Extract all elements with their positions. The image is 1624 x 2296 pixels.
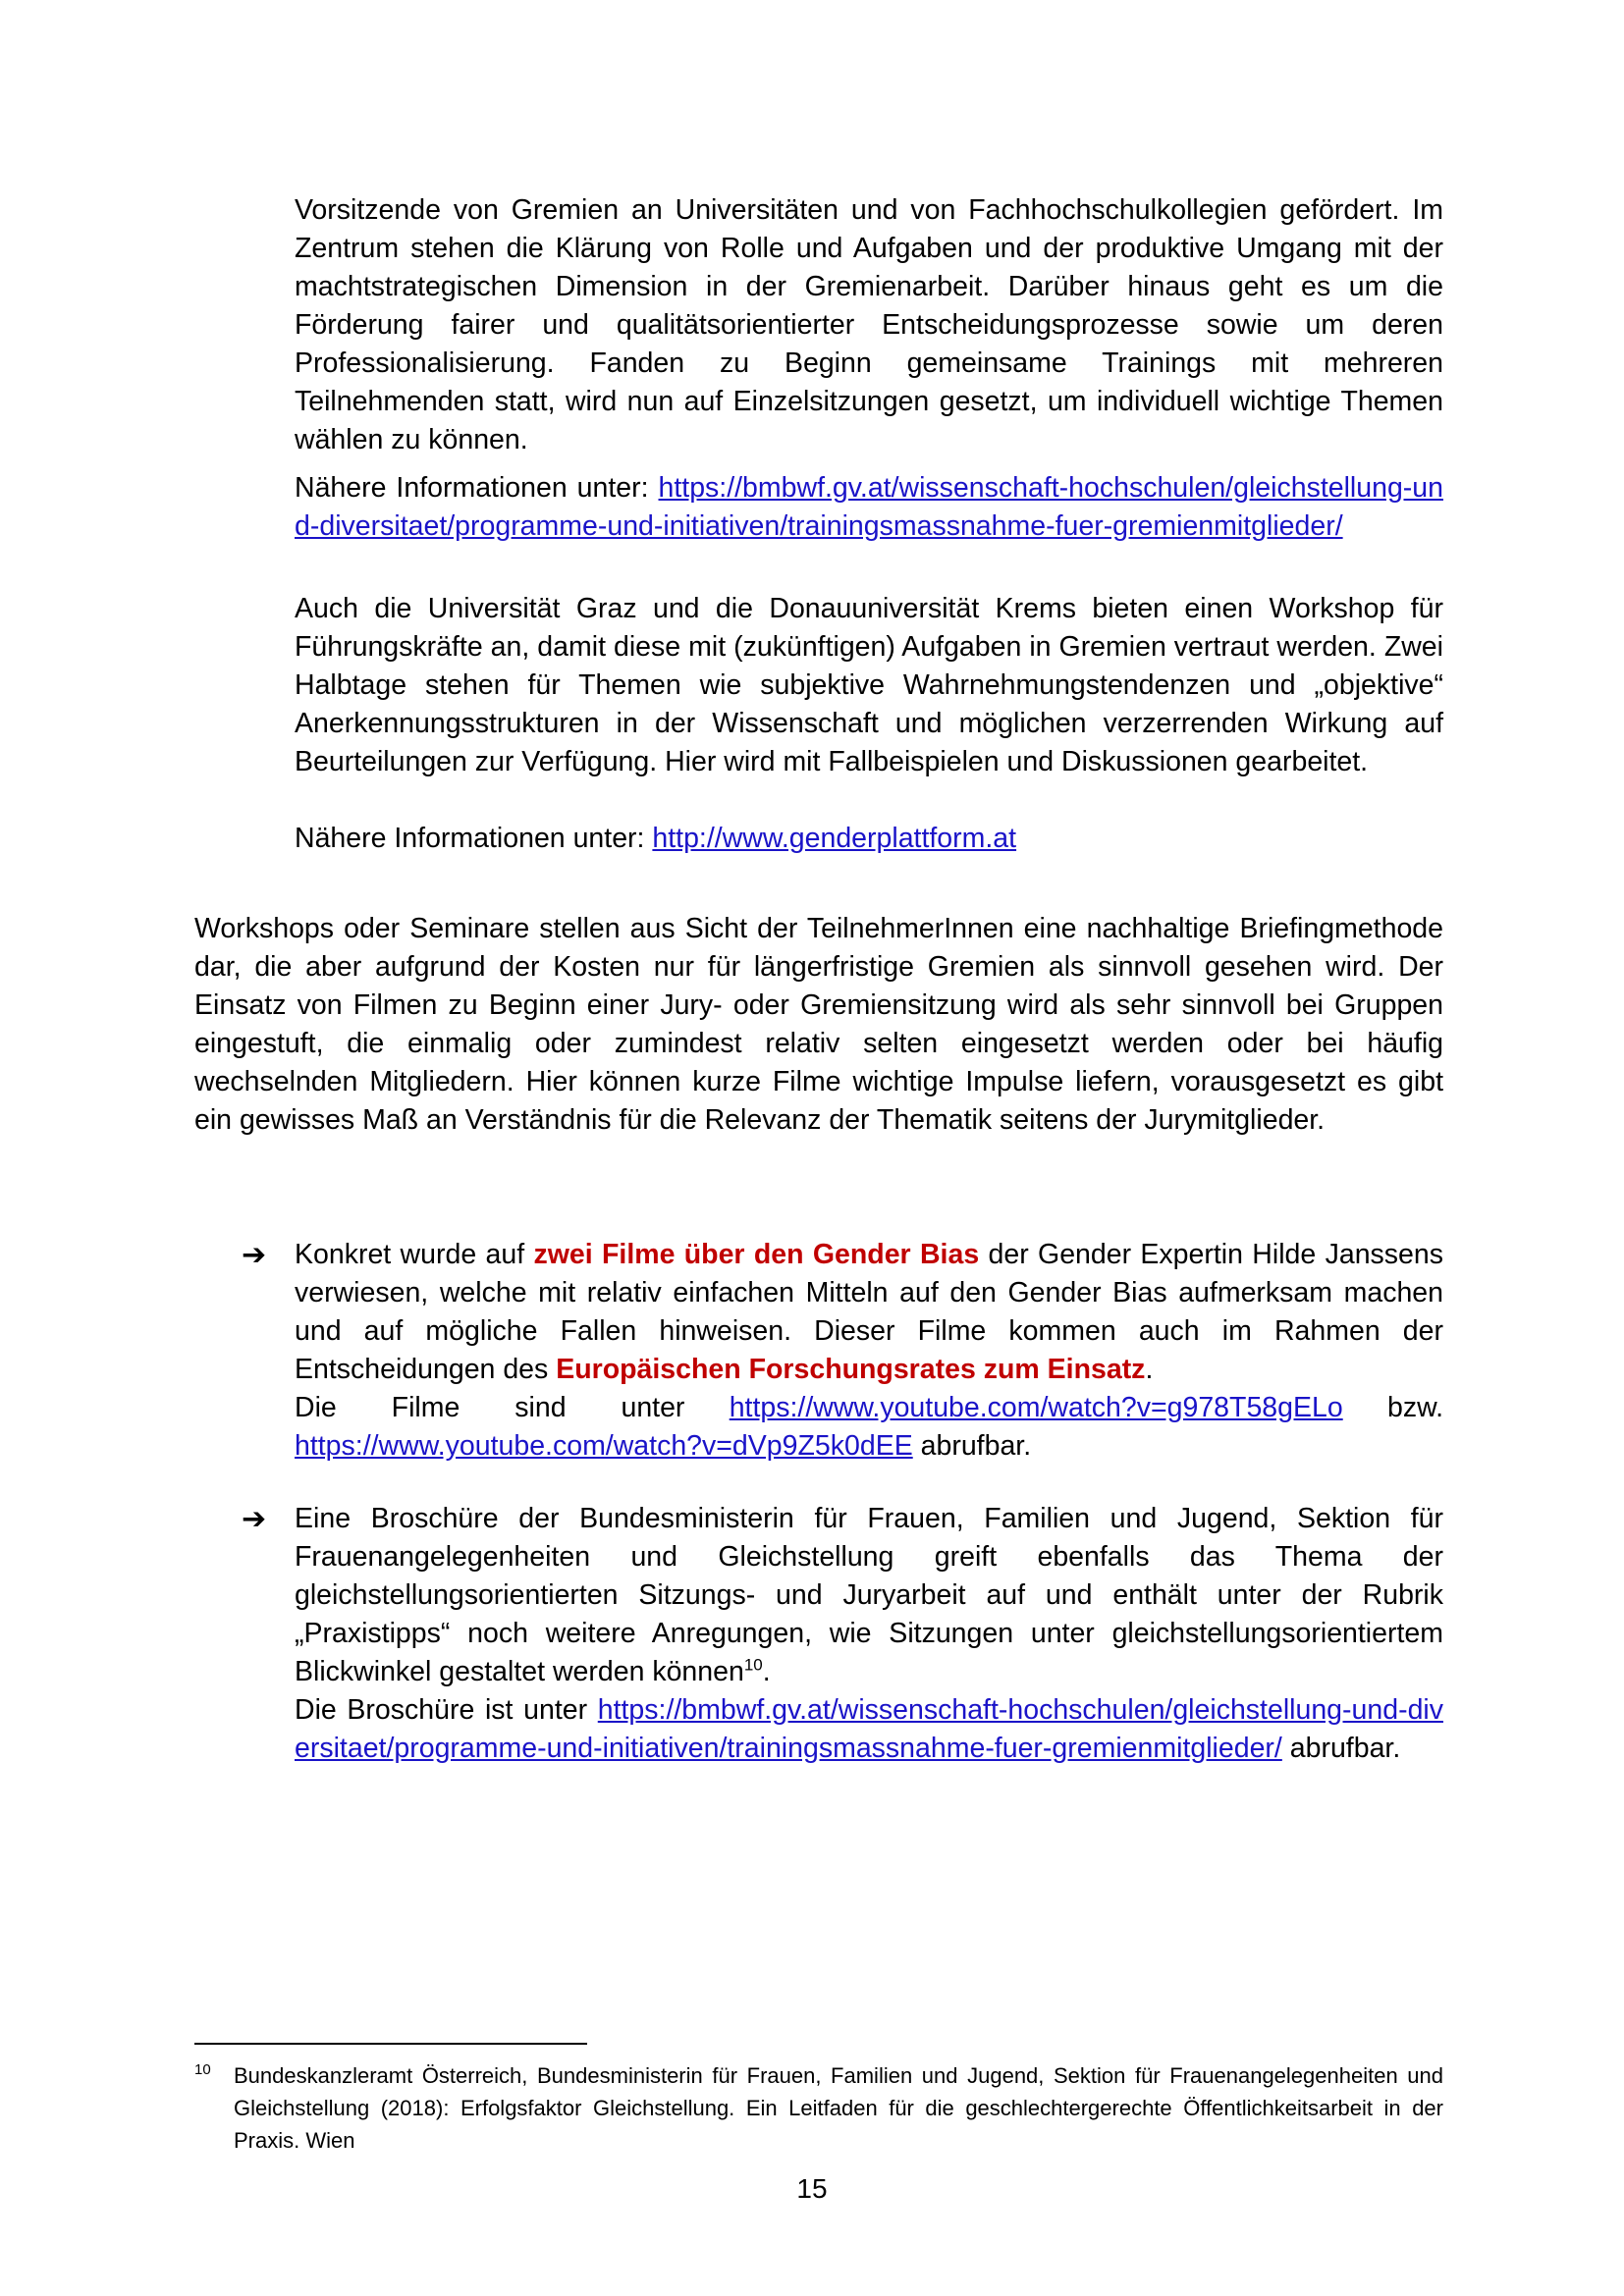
highlight-forschungsrat: Europäischen Forschungsrates zum Einsatz [556, 1354, 1146, 1385]
bullet-broschuere [295, 1500, 1443, 1768]
paragraph-workshops-seminare: Workshops oder Seminare stellen aus Sicht der TeilnehmerInnen eine nachhaltige Briefingmethode dar, die aber aufgrund der Kosten nur für längerfristige Gremien als sinnvoll gesehen wird. Der Einsatz von Filmen zu Beginn einer Jury- oder Gremiensitzung wird als sehr sinnvoll bei Gruppen eingestuft, die einmalig oder zumindest relativ selten eingesetzt werden oder bei häufig wechselnden Mitgliedern. Hier können kurze Filme wichtige Impulse liefern, vorausgesetzt es gibt ein gewisses Maß an Verständnis für die Relevanz der Thematik seitens der Jurymitglieder. [194, 913, 1443, 1136]
brochure-label: Die Broschüre ist unter [295, 1694, 598, 1726]
abrufbar-text-1: abrufbar. [912, 1430, 1032, 1462]
films-line [295, 1389, 1443, 1427]
info-line-1 [295, 469, 1443, 546]
footnote [194, 2059, 1443, 2157]
bullet1-text-b: der Gender Expertin Hilde Janssens verwiesen, welche mit relativ einfachen Mitteln auf den Gender Bias aufmerksam machen und auf mögliche Fallen hinweisen. Dieser Filme kommen auch im Rahmen der Entscheidungen des [295, 1239, 1443, 1385]
films-label: Die Filme sind unter [295, 1392, 685, 1423]
link-genderplattform[interactable]: http://www.genderplattform.at [652, 823, 1017, 854]
bullet1-text-c: . [1145, 1354, 1154, 1385]
arrow-bullet-icon: ➔ [242, 1503, 267, 1535]
link-bmbwf-training[interactable]: https://bmbwf.gv.at/wissenschaft-hochschulen/gleichstellung-und-diversitaet/programme-und-initiativen/trainingsmassnahme-fuer-gremienmitglieder/ [295, 472, 1443, 542]
info-label-2: Nähere Informationen unter: [295, 823, 645, 854]
link-bmbwf-broschuere[interactable]: https://bmbwf.gv.at/wissenschaft-hochschulen/gleichstellung-und-diversitaet/programme-und-initiativen/trainingsmassnahme-fuer-gremienmitglieder/ [295, 1694, 1443, 1764]
bullet-filme [295, 1236, 1443, 1466]
bullet1-text-a: Konkret wurde auf [295, 1239, 534, 1270]
arrow-bullet-icon: ➔ [242, 1239, 267, 1271]
link-youtube-2[interactable]: https://www.youtube.com/watch?v=dVp9Z5k0dEE [295, 1430, 913, 1462]
page-number: 15 [796, 2173, 828, 2204]
link-youtube-1[interactable]: https://www.youtube.com/watch?v=g978T58gELo [729, 1392, 1343, 1423]
highlight-zwei-filme: zwei Filme über den Gender Bias [533, 1239, 980, 1270]
footnote-ref[interactable]: 10 [743, 1655, 763, 1675]
bullet2-end: . [762, 1656, 771, 1687]
bzw-text: bzw. [1386, 1392, 1443, 1423]
abrufbar-text-2: abrufbar. [1281, 1733, 1401, 1764]
info-label-1: Nähere Informationen unter: [295, 472, 649, 504]
footnote-number: 10 [194, 2061, 211, 2078]
paragraph-workshop-graz-krems: Auch die Universität Graz und die Donauuniversität Krems bieten einen Workshop für Führungskräfte an, damit diese mit (zukünftigen) Aufgaben in Gremien vertraut werden. Zwei Halbtage stehen für Themen wie subjektive Wahrnehmungstendenzen und „objektive“ Anerkennungsstrukturen in der Wissenschaft und möglichen verzerrenden Wirkung auf Beurteilungen zur Verfügung. Hier wird mit Fallbeispielen und Diskussionen gearbeitet. [295, 593, 1443, 777]
footnote-divider [194, 2043, 587, 2045]
info-line-2 [295, 820, 1443, 858]
footnote-text: Bundeskanzleramt Österreich, Bundesministerin für Frauen, Familien und Jugend, Sektion für Frauenangelegenheiten und Gleichstellung (2018): Erfolgsfaktor Gleichstellung. Ein Leitfaden für die geschlechtergerechte Öffentlichkeitsarbeit in der Praxis. Wien [234, 2063, 1443, 2153]
bullet2-text: Eine Broschüre der Bundesministerin für Frauen, Familien und Jugend, Sektion für Frauenangelegenheiten und Gleichstellung greift ebenfalls das Thema der gleichstellungsorientierten Sitzungs- und Juryarbeit auf und enthält unter der Rubrik „Praxistipps“ noch weitere Anregungen, wie Sitzungen unter gleichstellungsorientiertem Blickwinkel gestaltet werden können [295, 1503, 1443, 1687]
paragraph-gremien-training: Vorsitzende von Gremien an Universitäten und von Fachhochschulkollegien gefördert. Im Zentrum stehen die Klärung von Rolle und Aufgaben und der produktive Umgang mit der machtstrategischen Dimension in der Gremienarbeit. Darüber hinaus geht es um die Förderung fairer und qualitätsorientierter Entscheidungsprozesse sowie um deren Professionalisierung. Fanden zu Beginn gemeinsame Trainings mit mehreren Teilnehmenden statt, wird nun auf Einzelsitzungen gesetzt, um individuell wichtige Themen wählen zu können. [295, 194, 1443, 455]
